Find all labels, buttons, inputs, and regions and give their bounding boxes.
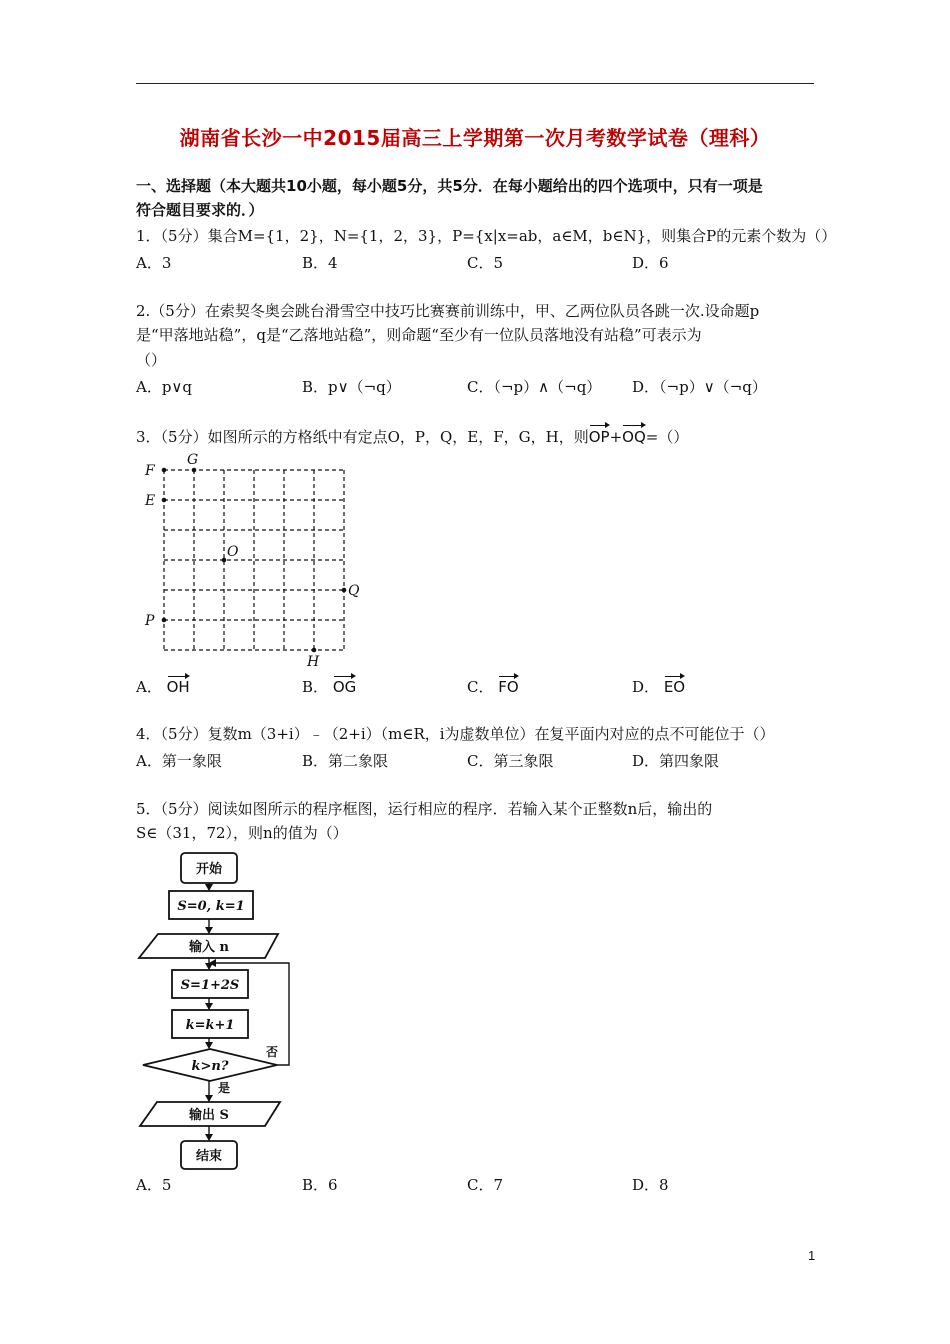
label-f: F (145, 463, 155, 479)
q2-option-a: A．p∨q (136, 378, 193, 396)
vector-op: OP (589, 425, 610, 447)
point-g (192, 468, 197, 473)
flow-start-label: 开始 (195, 862, 223, 877)
q3-option-c (467, 676, 519, 697)
q2-option-c: C．（¬p）∧（¬q） (467, 378, 602, 396)
q2-option-d: D．（¬p）∨（¬q） (632, 378, 767, 396)
label-q: Q (348, 583, 360, 599)
question-2-line3: （） (136, 351, 167, 369)
grid-figure (140, 448, 370, 670)
flow-yes-label: 是 (217, 1081, 231, 1095)
label-o: O (227, 544, 239, 560)
question-3-text (136, 425, 688, 447)
point-h (312, 648, 317, 653)
point-e (162, 498, 167, 503)
question-5-line2: S∈（31，72），则n的值为（） (136, 824, 348, 842)
flowchart (130, 846, 310, 1171)
vector-fo: FO (498, 678, 519, 696)
flow-cond-label: k>n? (191, 1059, 229, 1074)
q5-option-a: A．5 (136, 1176, 172, 1194)
q1-option-c: C．5 (467, 254, 504, 272)
vector-og: OG (332, 678, 357, 696)
question-1-text: 1．（5分）集合M={1，2}，N={1，2，3}，P={x|x=ab，a∈M，b∈N}，则集合P的元素个数为（） (136, 227, 837, 245)
flow-end-label: 结束 (195, 1149, 223, 1164)
section-heading-line2: 符合题目要求的．） (136, 201, 264, 219)
question-2-line2: 是“甲落地站稳”，q是“乙落地站稳”，则命题“至少有一位队员落地没有站稳”可表示为 (136, 326, 702, 344)
q3-option-b-letter: B． (302, 678, 329, 696)
point-q (342, 588, 347, 593)
vector-oh: OH (166, 678, 190, 696)
flow-no-label: 否 (265, 1045, 279, 1059)
label-e: E (145, 493, 156, 509)
label-g: G (187, 452, 199, 468)
vector-eo: EO (663, 678, 686, 696)
flow-step1-label: S=1+2S (180, 978, 240, 993)
q1-option-b: B．4 (302, 254, 338, 272)
question-2-line1: 2.（5分）在索契冬奥会跳台滑雪空中技巧比赛赛前训练中，甲、乙两位队员各跳一次.设命题p (136, 302, 760, 320)
flow-output-label: 输出 S (189, 1108, 229, 1123)
q4-option-b: B．第二象限 (302, 752, 389, 770)
flow-init-label: S=0, k=1 (177, 899, 245, 914)
q5-option-c: C．7 (467, 1176, 504, 1194)
question-5-line1: 5．（5分）阅读如图所示的程序框图，运行相应的程序．若输入某个正整数n后，输出的 (136, 800, 713, 818)
question-3-stem: 3．（5分）如图所示的方格纸中有定点O，P，Q，E，F，G，H，则 (136, 428, 589, 446)
plus-sign: + (609, 428, 623, 446)
q3-option-a (136, 676, 190, 697)
q3-option-c-letter: C． (467, 678, 494, 696)
question-3-tail: =（） (645, 428, 689, 446)
question-4-text: 4．（5分）复数m（3+i）﹣（2+i）（m∈R，i为虚数单位）在复平面内对应的点不可能位于（） (136, 725, 775, 743)
point-p (162, 618, 167, 623)
section-heading-line1: 一、选择题（本大题共10小题，每小题5分，共5分．在每小题给出的四个选项中，只有一项是 (136, 177, 763, 195)
point-f (162, 468, 167, 473)
q2-option-b: B．p∨（¬q） (302, 378, 401, 396)
page-number: 1 (808, 1248, 816, 1263)
q1-option-d: D．6 (632, 254, 669, 272)
header-rule (136, 83, 814, 84)
point-o (222, 558, 227, 563)
q3-option-a-letter: A． (136, 678, 162, 696)
label-h: H (307, 654, 320, 670)
q4-option-d: D．第四象限 (632, 752, 720, 770)
page-title: 湖南省长沙一中2015届高三上学期第一次月考数学试卷（理科） (179, 126, 771, 150)
flow-input-label: 输入 n (189, 940, 229, 955)
q3-option-d (632, 676, 685, 697)
q4-option-c: C．第三象限 (467, 752, 554, 770)
label-p: P (145, 613, 155, 629)
q3-option-d-letter: D． (632, 678, 660, 696)
vector-oq: OQ (622, 425, 646, 447)
q4-option-a: A．第一象限 (136, 752, 222, 770)
q3-option-b (302, 676, 356, 697)
q1-option-a: A．3 (136, 254, 172, 272)
flow-step2-label: k=k+1 (185, 1018, 235, 1033)
q5-option-b: B．6 (302, 1176, 338, 1194)
q5-option-d: D．8 (632, 1176, 669, 1194)
